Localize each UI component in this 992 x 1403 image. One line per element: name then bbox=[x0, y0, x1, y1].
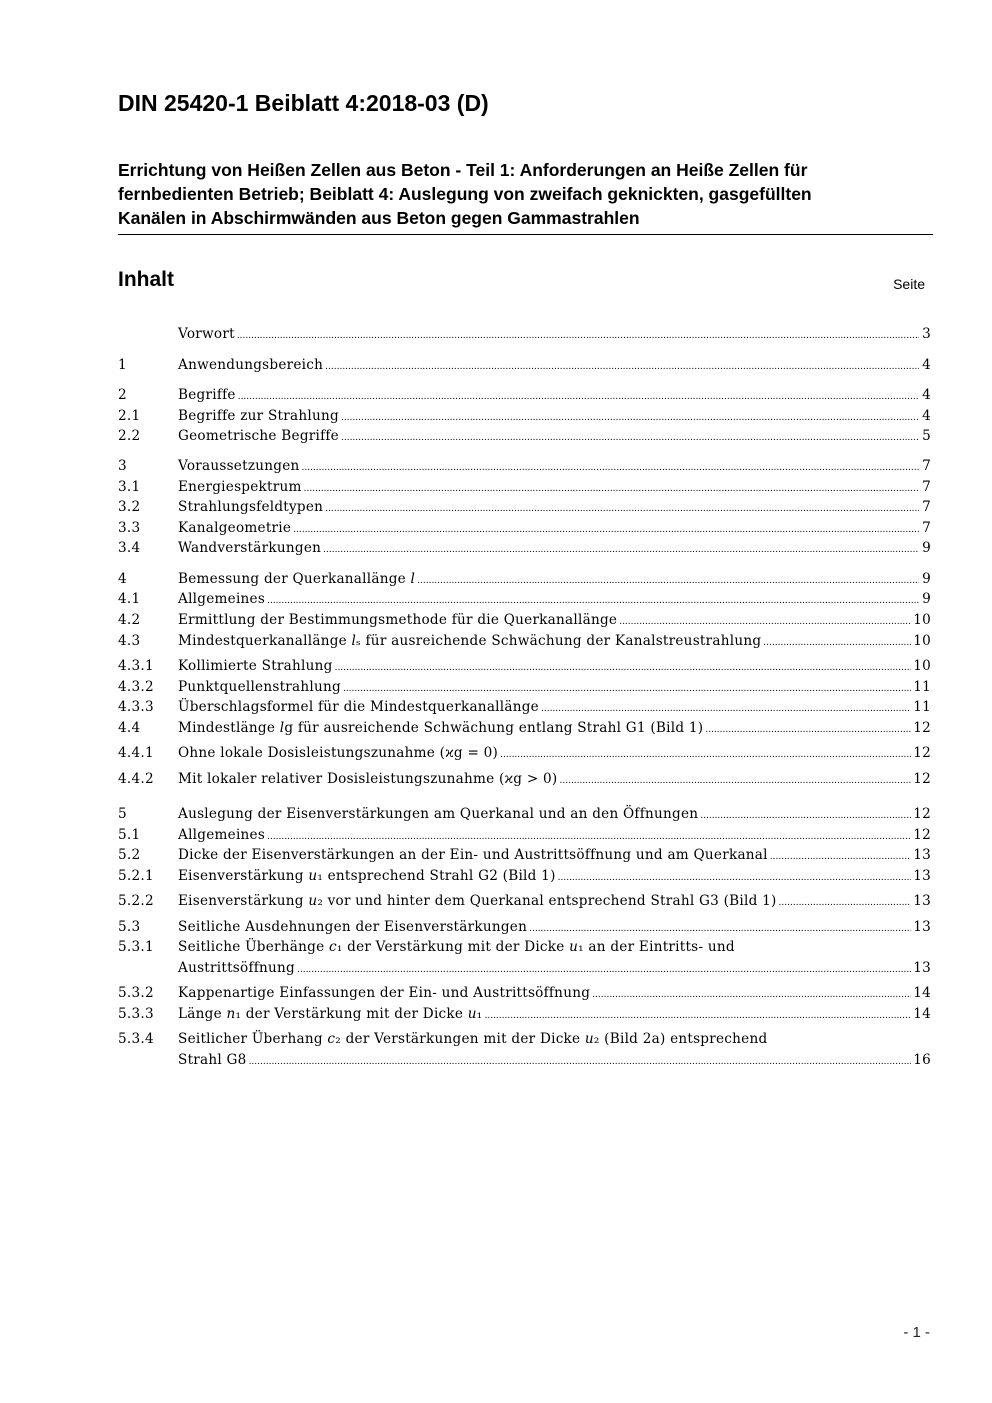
toc-entry-title-continued: Strahl G8 bbox=[178, 1052, 247, 1068]
toc-entry-title: Bemessung der Querkanallänge 𝑙 bbox=[178, 571, 416, 587]
toc-entry[interactable] bbox=[118, 699, 931, 719]
toc-entry-page: 13 bbox=[913, 893, 931, 909]
toc-entry-page: 3 bbox=[922, 326, 931, 342]
toc-entry-title-continued: Austrittsöffnung bbox=[178, 960, 295, 976]
toc-entry-page: 7 bbox=[922, 520, 931, 536]
toc-entry[interactable] bbox=[118, 658, 931, 678]
toc-entry-title: Auslegung der Eisenverstärkungen am Querkanal und an den Öffnungen bbox=[178, 806, 699, 822]
toc-leader-dots bbox=[592, 985, 911, 1001]
toc-entry[interactable] bbox=[118, 499, 931, 519]
toc-entry-number: 3.4 bbox=[118, 540, 141, 556]
toc-entry-number: 5 bbox=[118, 806, 127, 822]
toc-leader-dots bbox=[237, 326, 919, 342]
toc-entry-title: Mit lokaler relativer Dosisleistungszunahme (ϰg > 0) bbox=[178, 771, 558, 787]
toc-entry-title: Seitliche Ausdehnungen der Eisenverstärkungen bbox=[178, 919, 528, 935]
toc-entry-page: 12 bbox=[913, 806, 931, 822]
subtitle-line: Errichtung von Heißen Zellen aus Beton - Teil 1: Anforderungen an Heiße Zellen für bbox=[118, 160, 808, 180]
toc-entry[interactable] bbox=[118, 540, 931, 560]
toc-entry[interactable] bbox=[118, 827, 931, 847]
toc-entry-title: Seitliche Überhänge 𝑐₁ der Verstärkung mit der Dicke 𝑢₁ an der Eintritts- und bbox=[178, 939, 735, 955]
toc-leader-dots bbox=[304, 479, 919, 495]
toc-entry-page: 14 bbox=[913, 985, 931, 1001]
toc-entry-title: Kanalgeometrie bbox=[178, 520, 292, 536]
subtitle-line: Kanälen in Abschirmwänden aus Beton gegen Gammastrahlen bbox=[118, 208, 640, 228]
toc-entry-number: 5.3.2 bbox=[118, 985, 154, 1001]
toc-entry-title: Seitlicher Überhang 𝑐₂ der Verstärkungen mit der Dicke 𝑢₂ (Bild 2a) entsprechend bbox=[178, 1031, 768, 1047]
toc-leader-dots bbox=[558, 868, 912, 884]
toc-entry-page: 4 bbox=[922, 387, 931, 403]
toc-entry[interactable] bbox=[118, 868, 931, 888]
toc-entry-number: 4.3 bbox=[118, 633, 141, 649]
toc-entry-page: 13 bbox=[913, 847, 931, 863]
toc-entry-title: Geometrische Begriffe bbox=[178, 428, 339, 444]
subtitle-line: fernbedienten Betrieb; Beiblatt 4: Auslegung von zweifach geknickten, gasgefüllten bbox=[118, 184, 812, 204]
toc-entry-page: 10 bbox=[913, 633, 931, 649]
toc-leader-dots bbox=[267, 827, 911, 843]
toc-entry[interactable] bbox=[118, 408, 931, 428]
toc-entry-page: 4 bbox=[922, 357, 931, 373]
toc-entry-title: Punktquellenstrahlung bbox=[178, 679, 341, 695]
toc-leader-dots bbox=[323, 540, 919, 556]
toc-entry-number: 2.1 bbox=[118, 408, 141, 424]
toc-entry-number: 5.3 bbox=[118, 919, 141, 935]
toc-entry-title: Voraussetzungen bbox=[178, 458, 300, 474]
toc-entry-page: 12 bbox=[913, 771, 931, 787]
toc-leader-dots bbox=[484, 1006, 911, 1022]
toc-entry-page: 9 bbox=[922, 540, 931, 556]
toc-leader-dots bbox=[302, 458, 920, 474]
toc-entry-number: 4.3.2 bbox=[118, 679, 154, 695]
toc-entry-page: 13 bbox=[913, 868, 931, 884]
toc-entry[interactable] bbox=[118, 939, 931, 981]
toc-entry-number: 1 bbox=[118, 357, 127, 373]
toc-leader-dots bbox=[560, 771, 912, 787]
toc-entry-page: 10 bbox=[913, 612, 931, 628]
document-title: DIN 25420-1 Beiblatt 4:2018-03 (D) bbox=[118, 90, 489, 116]
toc-entry[interactable] bbox=[118, 985, 931, 1005]
toc-entry-number: 5.3.4 bbox=[118, 1031, 154, 1047]
toc-entry-number: 3 bbox=[118, 458, 127, 474]
toc-entry-number: 4.4.2 bbox=[118, 771, 154, 787]
toc-entry-number: 5.1 bbox=[118, 827, 141, 843]
toc-leader-dots bbox=[325, 499, 919, 515]
toc-entry-number: 3.1 bbox=[118, 479, 141, 495]
toc-entry-title: Eisenverstärkung 𝑢₂ vor und hinter dem Querkanal entsprechend Strahl G3 (Bild 1) bbox=[178, 893, 777, 909]
toc-leader-dots bbox=[619, 612, 911, 628]
toc-entry[interactable] bbox=[118, 591, 931, 611]
toc-entry-page: 7 bbox=[922, 458, 931, 474]
toc-leader-dots bbox=[705, 720, 911, 736]
toc-entry-title: Allgemeines bbox=[178, 827, 266, 843]
toc-entry-page: 9 bbox=[922, 591, 931, 607]
toc-leader-dots bbox=[343, 679, 911, 695]
toc-leader-dots bbox=[335, 658, 912, 674]
toc-entry-title: Begriffe bbox=[178, 387, 236, 403]
toc-page-column-label: Seite bbox=[893, 276, 925, 292]
toc-entry-number: 5.2.1 bbox=[118, 868, 154, 884]
toc-entry-title: Überschlagsformel für die Mindestquerkanallänge bbox=[178, 699, 539, 715]
toc-entry-number: 4.4 bbox=[118, 720, 141, 736]
toc-entry-page: 13 bbox=[913, 960, 931, 976]
toc-leader-dots bbox=[541, 699, 911, 715]
toc-entry-number: 4.3.1 bbox=[118, 658, 154, 674]
toc-entry-page: 12 bbox=[913, 720, 931, 736]
toc-entry-page: 10 bbox=[913, 658, 931, 674]
toc-entry-title: Kollimierte Strahlung bbox=[178, 658, 333, 674]
toc-entry[interactable] bbox=[118, 479, 931, 499]
toc-entry-page: 11 bbox=[913, 679, 931, 695]
toc-leader-dots bbox=[763, 633, 911, 649]
toc-entry-page: 12 bbox=[913, 745, 931, 761]
toc-entry-title: Dicke der Eisenverstärkungen an der Ein- und Austrittsöffnung und am Querkanal bbox=[178, 847, 768, 863]
toc-entry-page: 7 bbox=[922, 499, 931, 515]
toc-entry-title: Wandverstärkungen bbox=[178, 540, 322, 556]
toc-entry-number: 4.4.1 bbox=[118, 745, 154, 761]
toc-entry[interactable] bbox=[118, 571, 931, 591]
toc-entry-page: 16 bbox=[913, 1052, 931, 1068]
toc-entry-number: 4 bbox=[118, 571, 127, 587]
toc-leader-dots bbox=[529, 919, 911, 935]
toc-entry-number: 5.2.2 bbox=[118, 893, 154, 909]
toc-entry-page: 4 bbox=[922, 408, 931, 424]
toc-entry-title: Begriffe zur Strahlung bbox=[178, 408, 339, 424]
toc-entry-title: Kappenartige Einfassungen der Ein- und Austrittsöffnung bbox=[178, 985, 591, 1001]
toc-entry-title: Vorwort bbox=[178, 326, 235, 342]
toc-entry[interactable] bbox=[118, 357, 931, 377]
toc-entry-title: Energiespektrum bbox=[178, 479, 302, 495]
toc-leader-dots bbox=[341, 408, 919, 424]
toc-entry-page: 13 bbox=[913, 919, 931, 935]
toc-leader-dots bbox=[238, 387, 919, 403]
page-number: - 1 - bbox=[903, 1324, 930, 1341]
toc-entry-title: Anwendungsbereich bbox=[178, 357, 324, 373]
toc-entry-page: 11 bbox=[913, 699, 931, 715]
toc-entry-number: 4.3.3 bbox=[118, 699, 154, 715]
toc-entry[interactable] bbox=[118, 771, 931, 791]
toc-entry-page: 9 bbox=[922, 571, 931, 587]
toc-entry[interactable] bbox=[118, 387, 931, 407]
toc-leader-dots bbox=[267, 591, 919, 607]
toc-entry[interactable] bbox=[118, 919, 931, 939]
toc-leader-dots bbox=[293, 520, 919, 536]
toc-entry[interactable] bbox=[118, 679, 931, 699]
toc-entry[interactable] bbox=[118, 806, 931, 826]
toc-entry-title: Länge 𝑛₁ der Verstärkung mit der Dicke 𝑢₁ bbox=[178, 1006, 483, 1022]
toc-leader-dots bbox=[249, 1052, 912, 1068]
toc-leader-dots bbox=[297, 960, 911, 976]
toc-entry-title: Ermittlung der Bestimmungsmethode für die Querkanallänge bbox=[178, 612, 618, 628]
toc-entry-title: Strahlungsfeldtypen bbox=[178, 499, 324, 515]
toc-entry-page: 7 bbox=[922, 479, 931, 495]
toc-entry[interactable] bbox=[118, 1031, 931, 1073]
toc-entry[interactable] bbox=[118, 612, 931, 632]
toc-leader-dots bbox=[500, 745, 911, 761]
toc-entry[interactable] bbox=[118, 847, 931, 867]
toc-leader-dots bbox=[341, 428, 919, 444]
toc-leader-dots bbox=[779, 893, 912, 909]
toc-entry-number: 5.3.1 bbox=[118, 939, 154, 955]
toc-entry-page: 12 bbox=[913, 827, 931, 843]
toc-entry[interactable] bbox=[118, 633, 931, 653]
toc-entry-number: 2 bbox=[118, 387, 127, 403]
toc-entry-number: 5.2 bbox=[118, 847, 141, 863]
toc-leader-dots bbox=[325, 357, 919, 373]
toc-entry-number: 4.2 bbox=[118, 612, 141, 628]
toc-entry[interactable] bbox=[118, 428, 931, 448]
toc-entry-title: Mindestquerkanallänge 𝑙ₛ für ausreichende Schwächung der Kanalstreustrahlung bbox=[178, 633, 762, 649]
document-subtitle bbox=[118, 158, 933, 235]
toc-entry[interactable] bbox=[118, 745, 931, 765]
toc-entry-number: 4.1 bbox=[118, 591, 141, 607]
toc-entry[interactable] bbox=[118, 720, 931, 740]
toc-entry-title: Eisenverstärkung 𝑢₁ entsprechend Strahl G2 (Bild 1) bbox=[178, 868, 556, 884]
toc-entry[interactable] bbox=[118, 458, 931, 478]
toc-entry[interactable] bbox=[118, 1006, 931, 1026]
toc-entry-number: 5.3.3 bbox=[118, 1006, 154, 1022]
toc-leader-dots bbox=[700, 806, 911, 822]
toc-entry[interactable] bbox=[118, 326, 931, 346]
toc-entry-number: 2.2 bbox=[118, 428, 141, 444]
toc-entry[interactable] bbox=[118, 520, 931, 540]
toc-entry-title: Mindestlänge 𝑙g für ausreichende Schwächung entlang Strahl G1 (Bild 1) bbox=[178, 720, 704, 736]
toc-heading: Inhalt bbox=[118, 268, 174, 291]
toc-entry-number: 3.2 bbox=[118, 499, 141, 515]
toc-entry-page: 5 bbox=[922, 428, 931, 444]
toc-entry-title: Ohne lokale Dosisleistungszunahme (ϰg = 0) bbox=[178, 745, 499, 761]
toc-entry-page: 14 bbox=[913, 1006, 931, 1022]
toc-leader-dots bbox=[417, 571, 919, 587]
toc-entry-number: 3.3 bbox=[118, 520, 141, 536]
toc-entry[interactable] bbox=[118, 893, 931, 913]
toc-entry-title: Allgemeines bbox=[178, 591, 266, 607]
toc-leader-dots bbox=[770, 847, 911, 863]
